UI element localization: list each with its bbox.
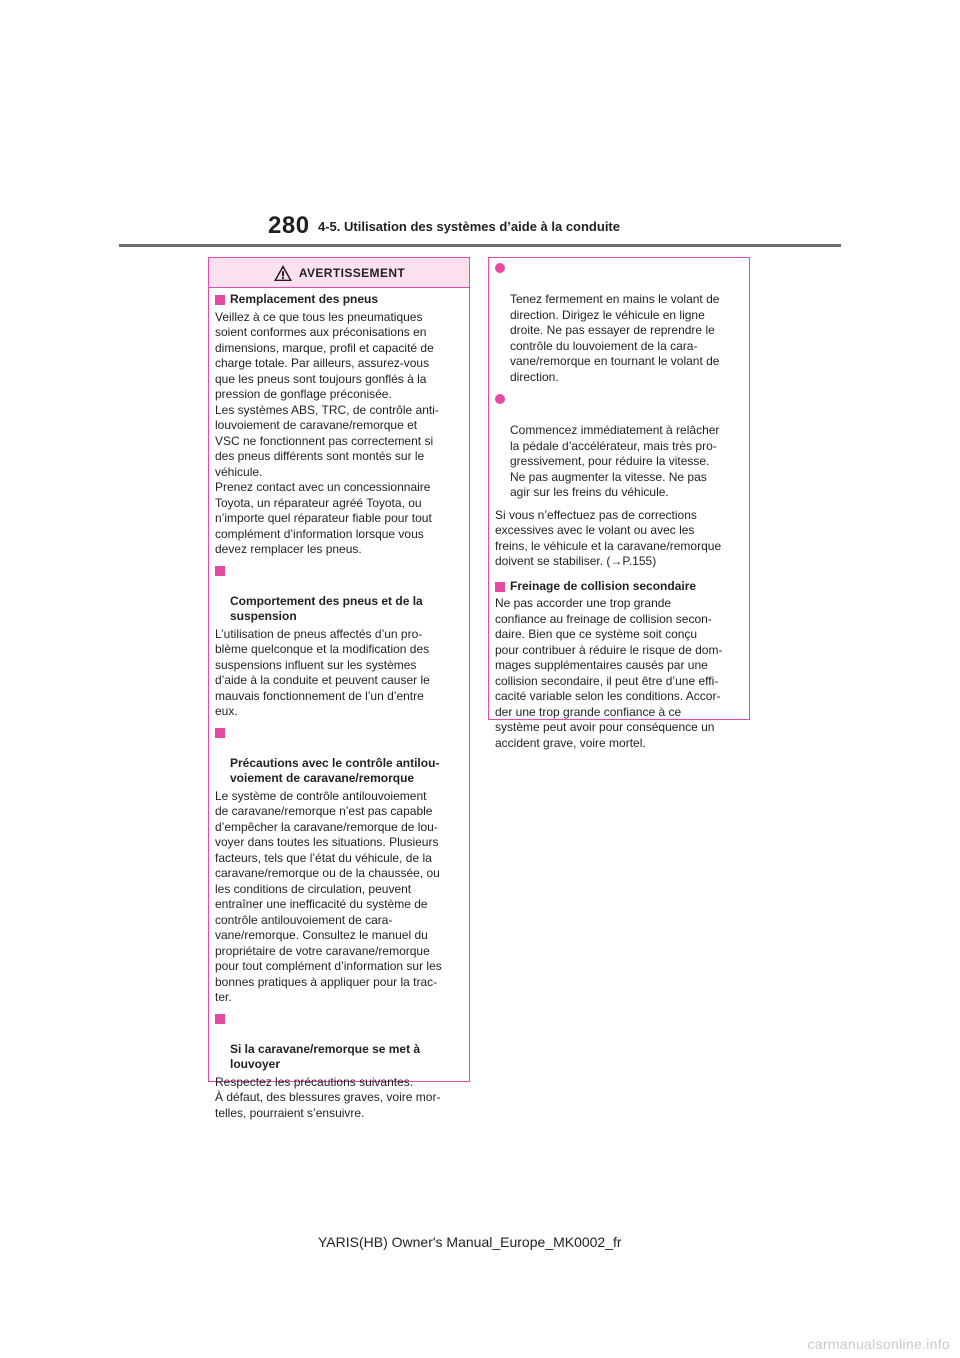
list-item: Commencez immédiatement à relâcher la pédale d’accélérateur, mais très pro- gressivement, pour réduire la vitesse. Ne pas augmenter la vitesse. Ne pas agir sur les freins du véhicule. [495, 392, 743, 501]
heading-tire-suspension: Comportement des pneus et de la suspension [215, 563, 463, 625]
warning-box-continued [488, 257, 750, 750]
watermark: carmanualsonline.info [807, 1336, 950, 1352]
square-bullet-icon [215, 295, 225, 305]
square-bullet-icon [215, 728, 225, 738]
text-tire-replacement: Veillez à ce que tous les pneumatiques soient conformes aux préconisations en dimensions, marque, profil et capacité de charge totale. Par ailleurs, assurez-vous que les pneus sont toujours gonflés à la pression de gonflage préconisée. Les systèmes ABS, TRC, de contrôle anti- louvoiement de caravane/remorque et VSC ne fonctionnent pas correctement si des pneus différents sont montés sur le véhicule. Prenez contact avec un concessionnaire Toyota, un réparateur agréé Toyota, ou n’importe quel réparateur fiable pour tout complément d’information lorsque vous devez remplacer les pneus. [215, 309, 439, 556]
warning-header [209, 258, 469, 288]
square-bullet-icon [215, 1014, 225, 1024]
list-item: Tenez fermement en mains le volant de direction. Dirigez le véhicule en ligne droite. Ne pas essayer de reprendre le contrôle du louvoiement de la cara- vane/remorque en tournant le volant de direction. [495, 261, 743, 385]
warning-title: AVERTISSEMENT [298, 265, 406, 280]
warning-box [208, 257, 470, 1120]
header-rule [119, 244, 841, 247]
round-bullet-icon [495, 263, 505, 273]
square-bullet-icon [215, 566, 225, 576]
text-secondary-collision-brake: Ne pas accorder une trop grande confiance au freinage de collision secon- daire. Bien que ce système soit conçu pour contribuer à réduire le risque de dom- mages supplémentaires causés par une collision secondaire, il peut être d’une effi- cacité variable selon les conditions. Accor- der une trop grande confiance à ce système peut avoir pour conséquence un accident grave, voire mortel. [495, 596, 723, 750]
text-trailer-sway: Respectez les précautions suivantes. À défaut, des blessures graves, voire mor- telles, pourraient s’ensuivre. [215, 1074, 441, 1120]
text-tire-suspension: L’utilisation de pneus affectés d’un pro- blème quelconque et la modification des suspensions influent sur les systèmes d’aide à la conduite et peuvent causer le mauvais fonctionnement de l’un d’entre eux. [215, 626, 430, 718]
heading-secondary-collision-brake: Freinage de collision secondaire [495, 579, 743, 595]
warning-triangle-icon [273, 264, 293, 282]
heading-trailer-sway: Si la caravane/remorque se met à louvoyer [215, 1011, 463, 1073]
heading-sway-control: Précautions avec le contrôle antilou- voiement de caravane/remorque [215, 725, 463, 787]
page-number: 280 [268, 212, 310, 239]
footer-manual-id: YARIS(HB) Owner's Manual_Europe_MK0002_fr [318, 1234, 622, 1250]
round-bullet-icon [495, 394, 505, 404]
square-bullet-icon [495, 582, 505, 592]
section-title: 4-5. Utilisation des systèmes d’aide à la conduite [318, 219, 620, 234]
text-sway-control: Le système de contrôle antilouvoiement de caravane/remorque n’est pas capable d’empêcher la caravane/remorque de lou- voyer dans toutes les situations. Plusieurs facteurs, tels que l’état du véhicule, de la caravane/remorque ou de la chaussée, ou les conditions de circulation, peuvent entraîner une inefficacité du système de contrôle antilouvoiement de cara- vane/remorque. Consultez le manuel du propriétaire de votre caravane/remorque pour tout complément d’information sur les bonnes pratiques à appliquer pour la trac- ter. [215, 788, 442, 1004]
heading-tire-replacement: Remplacement des pneus [215, 292, 463, 308]
text-stabilize: Si vous n’effectuez pas de corrections excessives avec le volant ou avec les freins, le véhicule et la caravane/remorque doivent se stabiliser. (→P.155) [495, 507, 722, 568]
